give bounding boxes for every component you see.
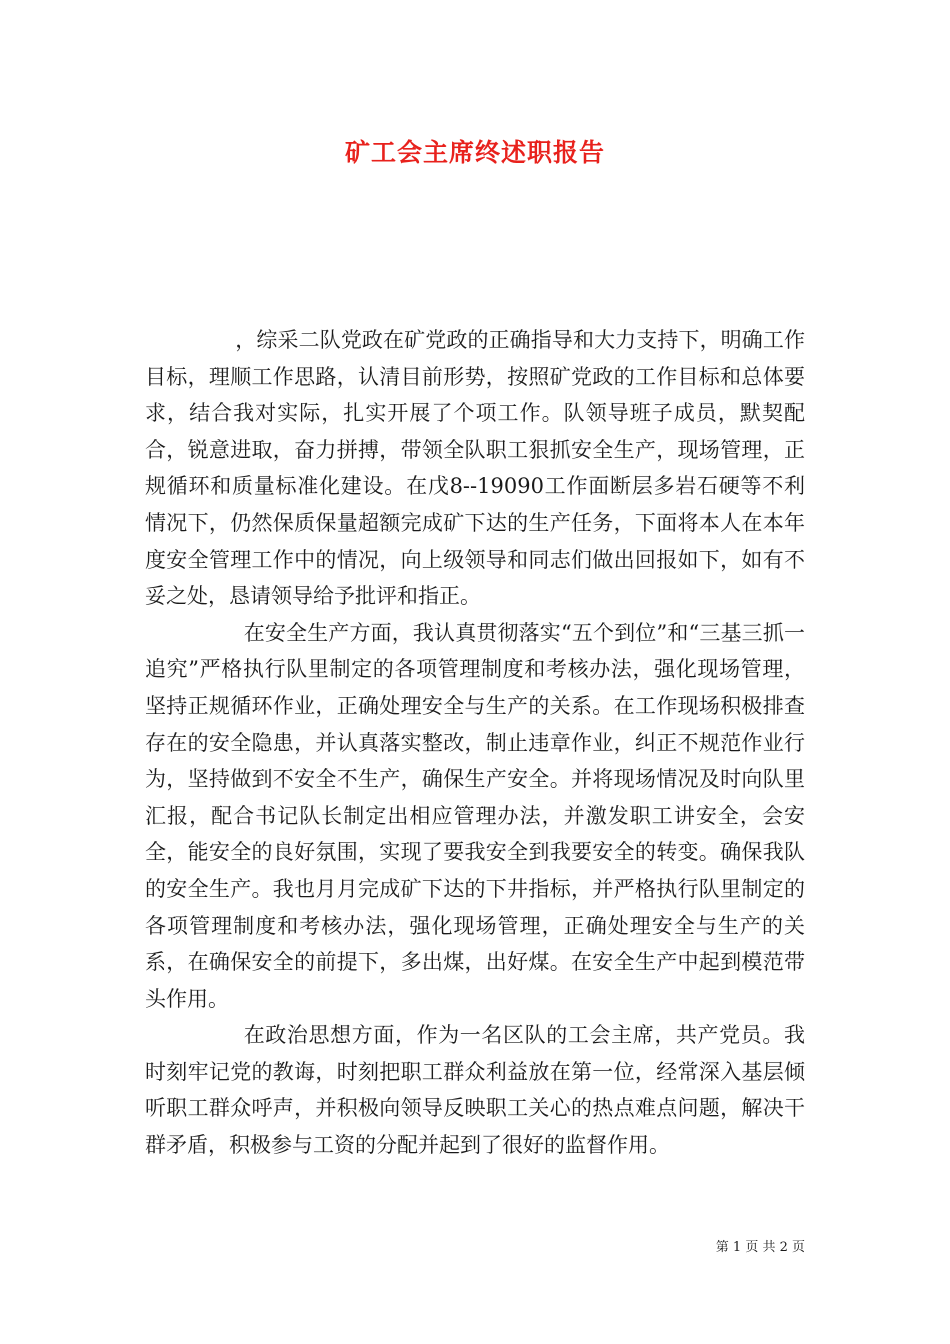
paragraph-safety: 在安全生产方面，我认真贯彻落实“五个到位”和“三基三抓一追究”严格执行队里制定的各项管理制度和考核办法，强化现场管理，坚持正规循环作业，正确处理安全与生产的关系。在工作现场积极排查存在的安全隐患，并认真落实整改，制止违章作业，纠正不规范作业行为，坚持做到不安全不生产，确保生产安全。并将现场情况及时向队里汇报，配合书记队长制定出相应管理办法，并激发职工讲安全，会安全，能安全的良好氛围，实现了要我安全到我要安全的转变。确保我队的安全生产。我也月月完成矿下达的下井指标，并严格执行队里制定的各项管理制度和考核办法，强化现场管理，正确处理安全与生产的关系，在确保安全的前提下，多出煤，出好煤。在安全生产中起到模范带头作用。 — [145, 620, 805, 1011]
document-body — [145, 322, 805, 1164]
paragraph-intro: ，综采二队党政在矿党政的正确指导和大力支持下，明确工作目标，理顺工作思路，认清目前形势，按照矿党政的工作目标和总体要求，结合我对实际，扎实开展了个项工作。队领导班子成员，默契配合，锐意进取，奋力拼搏，带领全队职工狠抓安全生产，现场管理，正规循环和质量标准化建设。在戊8--19090工作面断层多岩石硬等不利情况下，仍然保质保量超额完成矿下达的生产任务，下面将本人在本年度安全管理工作中的情况，向上级领导和同志们做出回报如下，如有不妥之处，恳请领导给予批评和指正。 — [145, 328, 805, 609]
document-title: 矿工会主席终述职报告 — [344, 138, 605, 167]
paragraph-political: 在政治思想方面，作为一名区队的工会主席，共产党员。我时刻牢记党的教诲，时刻把职工群众利益放在第一位，经常深入基层倾听职工群众呼声，并积极向领导反映职工关心的热点难点问题，解决干群矛盾，积极参与工资的分配并起到了很好的监督作用。 — [145, 1023, 805, 1158]
page-number: 第 1 页 共 2 页 — [715, 1240, 805, 1255]
